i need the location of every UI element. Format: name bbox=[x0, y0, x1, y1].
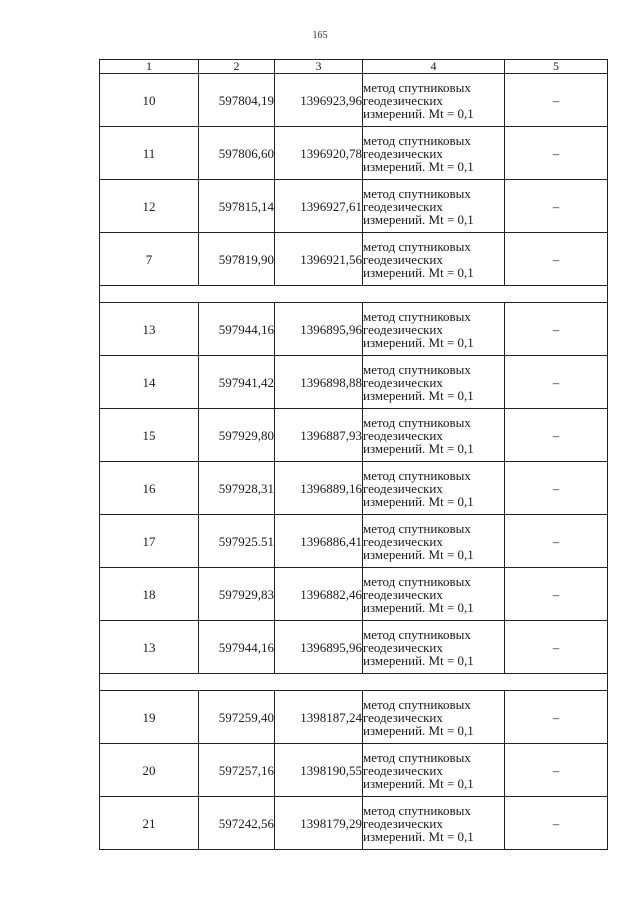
point-number-cell: 17 bbox=[100, 515, 199, 568]
method-line: метод спутниковых bbox=[363, 573, 471, 589]
method-line: метод спутниковых bbox=[363, 185, 471, 201]
x-coordinate-cell: 597944,16 bbox=[199, 303, 275, 356]
method-line: геодезических bbox=[363, 145, 443, 161]
method-line: геодезических bbox=[363, 533, 443, 549]
x-coordinate-cell: 597929,80 bbox=[199, 409, 275, 462]
method-line: измерений. Mt = 0,1 bbox=[363, 546, 474, 562]
table-row bbox=[100, 515, 608, 568]
x-coordinate-cell: 597806,60 bbox=[199, 127, 275, 180]
point-number-cell: 21 bbox=[100, 797, 199, 850]
method-line: измерений. Mt = 0,1 bbox=[363, 828, 474, 844]
method-line: геодезических bbox=[363, 321, 443, 337]
note-cell: – bbox=[505, 409, 608, 462]
method-line: измерений. Mt = 0,1 bbox=[363, 105, 474, 121]
y-coordinate-cell: 1398179,29 bbox=[275, 797, 363, 850]
table-row bbox=[100, 127, 608, 180]
note-cell: – bbox=[505, 127, 608, 180]
note-cell: – bbox=[505, 797, 608, 850]
method-line: метод спутниковых bbox=[363, 696, 471, 712]
method-cell bbox=[363, 409, 505, 462]
y-coordinate-cell: 1396920,78 bbox=[275, 127, 363, 180]
point-number-cell: 16 bbox=[100, 462, 199, 515]
method-line: метод спутниковых bbox=[363, 626, 471, 642]
method-line: метод спутниковых bbox=[363, 414, 471, 430]
x-coordinate-cell: 597259,40 bbox=[199, 691, 275, 744]
x-coordinate-cell: 597804,19 bbox=[199, 74, 275, 127]
coordinates-table-body bbox=[100, 60, 608, 850]
point-number-cell: 13 bbox=[100, 303, 199, 356]
point-number-cell: 10 bbox=[100, 74, 199, 127]
method-line: измерений. Mt = 0,1 bbox=[363, 158, 474, 174]
note-cell: – bbox=[505, 303, 608, 356]
column-header-1: 1 bbox=[100, 60, 199, 74]
x-coordinate-cell: 597242,56 bbox=[199, 797, 275, 850]
table-row bbox=[100, 621, 608, 674]
method-line: измерений. Mt = 0,1 bbox=[363, 264, 474, 280]
method-line: измерений. Mt = 0,1 bbox=[363, 211, 474, 227]
point-number-cell: 13 bbox=[100, 621, 199, 674]
method-cell bbox=[363, 568, 505, 621]
note-cell: – bbox=[505, 180, 608, 233]
point-number-cell: 12 bbox=[100, 180, 199, 233]
method-line: измерений. Mt = 0,1 bbox=[363, 440, 474, 456]
method-cell bbox=[363, 462, 505, 515]
note-cell: – bbox=[505, 568, 608, 621]
method-line: геодезических bbox=[363, 762, 443, 778]
column-header-5: 5 bbox=[505, 60, 608, 74]
method-line: геодезических bbox=[363, 639, 443, 655]
method-cell bbox=[363, 74, 505, 127]
method-line: геодезических bbox=[363, 815, 443, 831]
x-coordinate-cell: 597257,16 bbox=[199, 744, 275, 797]
method-line: геодезических bbox=[363, 198, 443, 214]
method-line: метод спутниковых bbox=[363, 132, 471, 148]
method-cell bbox=[363, 180, 505, 233]
table-row bbox=[100, 74, 608, 127]
method-line: метод спутниковых bbox=[363, 520, 471, 536]
note-cell: – bbox=[505, 621, 608, 674]
point-number-cell: 7 bbox=[100, 233, 199, 286]
point-number-cell: 19 bbox=[100, 691, 199, 744]
table-header-row bbox=[100, 60, 608, 74]
x-coordinate-cell: 597815,14 bbox=[199, 180, 275, 233]
method-line: метод спутниковых bbox=[363, 749, 471, 765]
group-separator-row bbox=[100, 674, 608, 691]
method-cell bbox=[363, 127, 505, 180]
method-cell bbox=[363, 691, 505, 744]
method-cell bbox=[363, 621, 505, 674]
note-cell: – bbox=[505, 462, 608, 515]
method-cell bbox=[363, 356, 505, 409]
method-line: измерений. Mt = 0,1 bbox=[363, 599, 474, 615]
table-row bbox=[100, 744, 608, 797]
note-cell: – bbox=[505, 515, 608, 568]
x-coordinate-cell: 597941,42 bbox=[199, 356, 275, 409]
y-coordinate-cell: 1398187,24 bbox=[275, 691, 363, 744]
y-coordinate-cell: 1396898,88 bbox=[275, 356, 363, 409]
x-coordinate-cell: 597925.51 bbox=[199, 515, 275, 568]
note-cell: – bbox=[505, 356, 608, 409]
coordinates-table bbox=[99, 59, 608, 850]
y-coordinate-cell: 1396886,41 bbox=[275, 515, 363, 568]
note-cell: – bbox=[505, 233, 608, 286]
method-line: метод спутниковых bbox=[363, 238, 471, 254]
method-line: измерений. Mt = 0,1 bbox=[363, 387, 474, 403]
method-line: геодезических bbox=[363, 427, 443, 443]
x-coordinate-cell: 597929,83 bbox=[199, 568, 275, 621]
table-row bbox=[100, 303, 608, 356]
table-row bbox=[100, 233, 608, 286]
table-row bbox=[100, 356, 608, 409]
table-row bbox=[100, 797, 608, 850]
group-separator-cell bbox=[100, 286, 608, 303]
point-number-cell: 20 bbox=[100, 744, 199, 797]
x-coordinate-cell: 597928,31 bbox=[199, 462, 275, 515]
note-cell: – bbox=[505, 74, 608, 127]
table-row bbox=[100, 462, 608, 515]
y-coordinate-cell: 1396927,61 bbox=[275, 180, 363, 233]
y-coordinate-cell: 1396889,16 bbox=[275, 462, 363, 515]
point-number-cell: 14 bbox=[100, 356, 199, 409]
method-line: метод спутниковых bbox=[363, 802, 471, 818]
method-line: геодезических bbox=[363, 709, 443, 725]
method-line: метод спутниковых bbox=[363, 79, 471, 95]
method-line: геодезических bbox=[363, 251, 443, 267]
method-line: геодезических bbox=[363, 92, 443, 108]
table-row bbox=[100, 409, 608, 462]
method-line: метод спутниковых bbox=[363, 361, 471, 377]
method-cell bbox=[363, 744, 505, 797]
note-cell: – bbox=[505, 691, 608, 744]
method-line: измерений. Mt = 0,1 bbox=[363, 652, 474, 668]
y-coordinate-cell: 1396895,96 bbox=[275, 303, 363, 356]
x-coordinate-cell: 597819,90 bbox=[199, 233, 275, 286]
page-number: 165 bbox=[312, 30, 328, 41]
table-row bbox=[100, 180, 608, 233]
x-coordinate-cell: 597944,16 bbox=[199, 621, 275, 674]
method-line: метод спутниковых bbox=[363, 467, 471, 483]
method-cell bbox=[363, 303, 505, 356]
method-line: геодезических bbox=[363, 586, 443, 602]
point-number-cell: 18 bbox=[100, 568, 199, 621]
note-cell: – bbox=[505, 744, 608, 797]
group-separator-cell bbox=[100, 674, 608, 691]
method-line: геодезических bbox=[363, 374, 443, 390]
method-cell bbox=[363, 797, 505, 850]
table-row bbox=[100, 691, 608, 744]
method-line: геодезических bbox=[363, 480, 443, 496]
group-separator-row bbox=[100, 286, 608, 303]
y-coordinate-cell: 1396921,56 bbox=[275, 233, 363, 286]
column-header-2: 2 bbox=[199, 60, 275, 74]
method-cell bbox=[363, 233, 505, 286]
column-header-4: 4 bbox=[363, 60, 505, 74]
method-line: измерений. Mt = 0,1 bbox=[363, 775, 474, 791]
method-cell bbox=[363, 515, 505, 568]
y-coordinate-cell: 1396895,96 bbox=[275, 621, 363, 674]
method-line: метод спутниковых bbox=[363, 308, 471, 324]
table-row bbox=[100, 568, 608, 621]
point-number-cell: 15 bbox=[100, 409, 199, 462]
y-coordinate-cell: 1396887,93 bbox=[275, 409, 363, 462]
y-coordinate-cell: 1396923,96 bbox=[275, 74, 363, 127]
method-line: измерений. Mt = 0,1 bbox=[363, 493, 474, 509]
column-header-3: 3 bbox=[275, 60, 363, 74]
point-number-cell: 11 bbox=[100, 127, 199, 180]
y-coordinate-cell: 1396882,46 bbox=[275, 568, 363, 621]
method-line: измерений. Mt = 0,1 bbox=[363, 334, 474, 350]
y-coordinate-cell: 1398190,55 bbox=[275, 744, 363, 797]
method-line: измерений. Mt = 0,1 bbox=[363, 722, 474, 738]
